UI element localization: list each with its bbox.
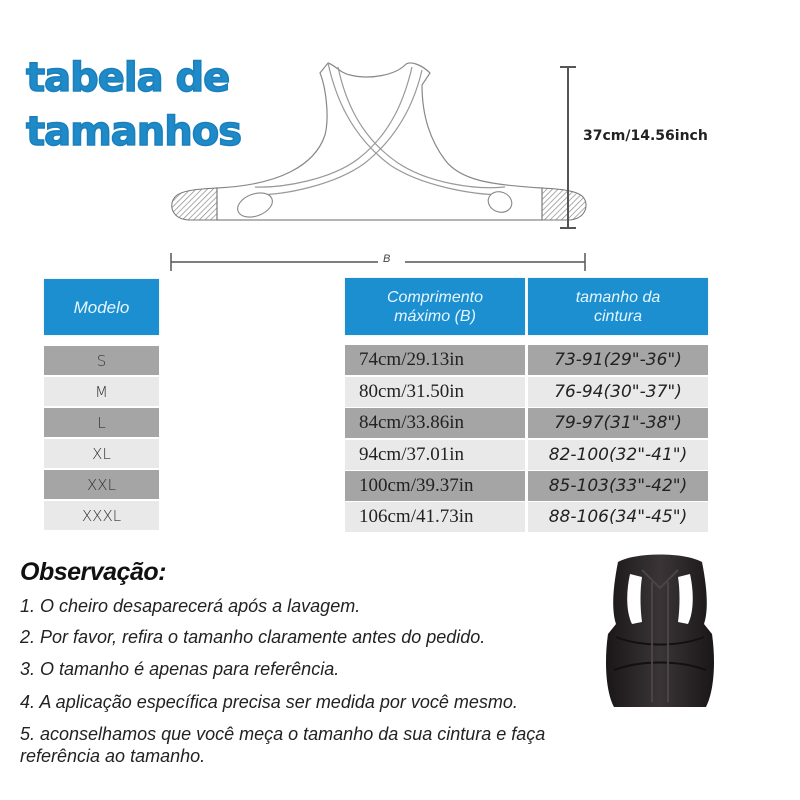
- note-4: 4. A aplicação específica precisa ser medida por você mesmo.: [20, 692, 518, 712]
- row-waist-l: 79-97(31"-38"): [528, 408, 708, 438]
- row-model-xxl: XXL: [44, 470, 159, 499]
- posture-corrector-photo-icon: [596, 552, 724, 712]
- row-model-s: S: [44, 346, 159, 375]
- row-model-xl: XL: [44, 439, 159, 468]
- note-5-cont: referência ao tamanho.: [20, 746, 206, 766]
- note-3: 3. O tamanho é apenas para referência.: [20, 659, 340, 679]
- row-waist-m: 76-94(30"-37"): [528, 377, 708, 407]
- row-length-xxl: 100cm/39.37in: [345, 471, 525, 501]
- row-length-s: 74cm/29.13in: [345, 345, 525, 375]
- header-waist: [528, 278, 708, 335]
- page-title-line1: tabela de: [26, 55, 230, 101]
- row-model-l: L: [44, 408, 159, 437]
- header-model-label: Modelo: [73, 297, 130, 317]
- row-length-xl: 94cm/37.01in: [345, 440, 525, 470]
- row-waist-xxxl: 88-106(34"-45"): [528, 502, 708, 532]
- height-measurement-label: 37cm/14.56inch: [583, 128, 708, 144]
- row-length-m: 80cm/31.50in: [345, 377, 525, 407]
- note-5: 5. aconselhamos que você meça o tamanho da sua cintura e faça: [20, 724, 546, 744]
- posture-corrector-diagram-icon: [160, 55, 600, 275]
- row-waist-xl: 82-100(32"-41"): [528, 440, 708, 470]
- row-length-xxxl: 106cm/41.73in: [345, 502, 525, 532]
- row-model-m: M: [44, 377, 159, 406]
- page-title-line2: tamanhos: [26, 109, 242, 155]
- header-length: [345, 278, 525, 335]
- header-length-label: Comprimento máximo (B): [386, 288, 484, 325]
- note-1: 1. O cheiro desaparecerá após a lavagem.: [20, 596, 361, 616]
- row-waist-s: 73-91(29"-36"): [528, 345, 708, 375]
- notes-title: Observação:: [20, 558, 166, 586]
- note-2: 2. Por favor, refira o tamanho claramente antes do pedido.: [20, 627, 486, 647]
- header-waist-label: tamanho da cintura: [575, 288, 661, 325]
- row-model-xxxl: XXXL: [44, 501, 159, 530]
- row-waist-xxl: 85-103(33"-42"): [528, 471, 708, 501]
- header-model: [44, 279, 159, 335]
- width-label-b: B: [383, 253, 391, 265]
- row-length-l: 84cm/33.86in: [345, 408, 525, 438]
